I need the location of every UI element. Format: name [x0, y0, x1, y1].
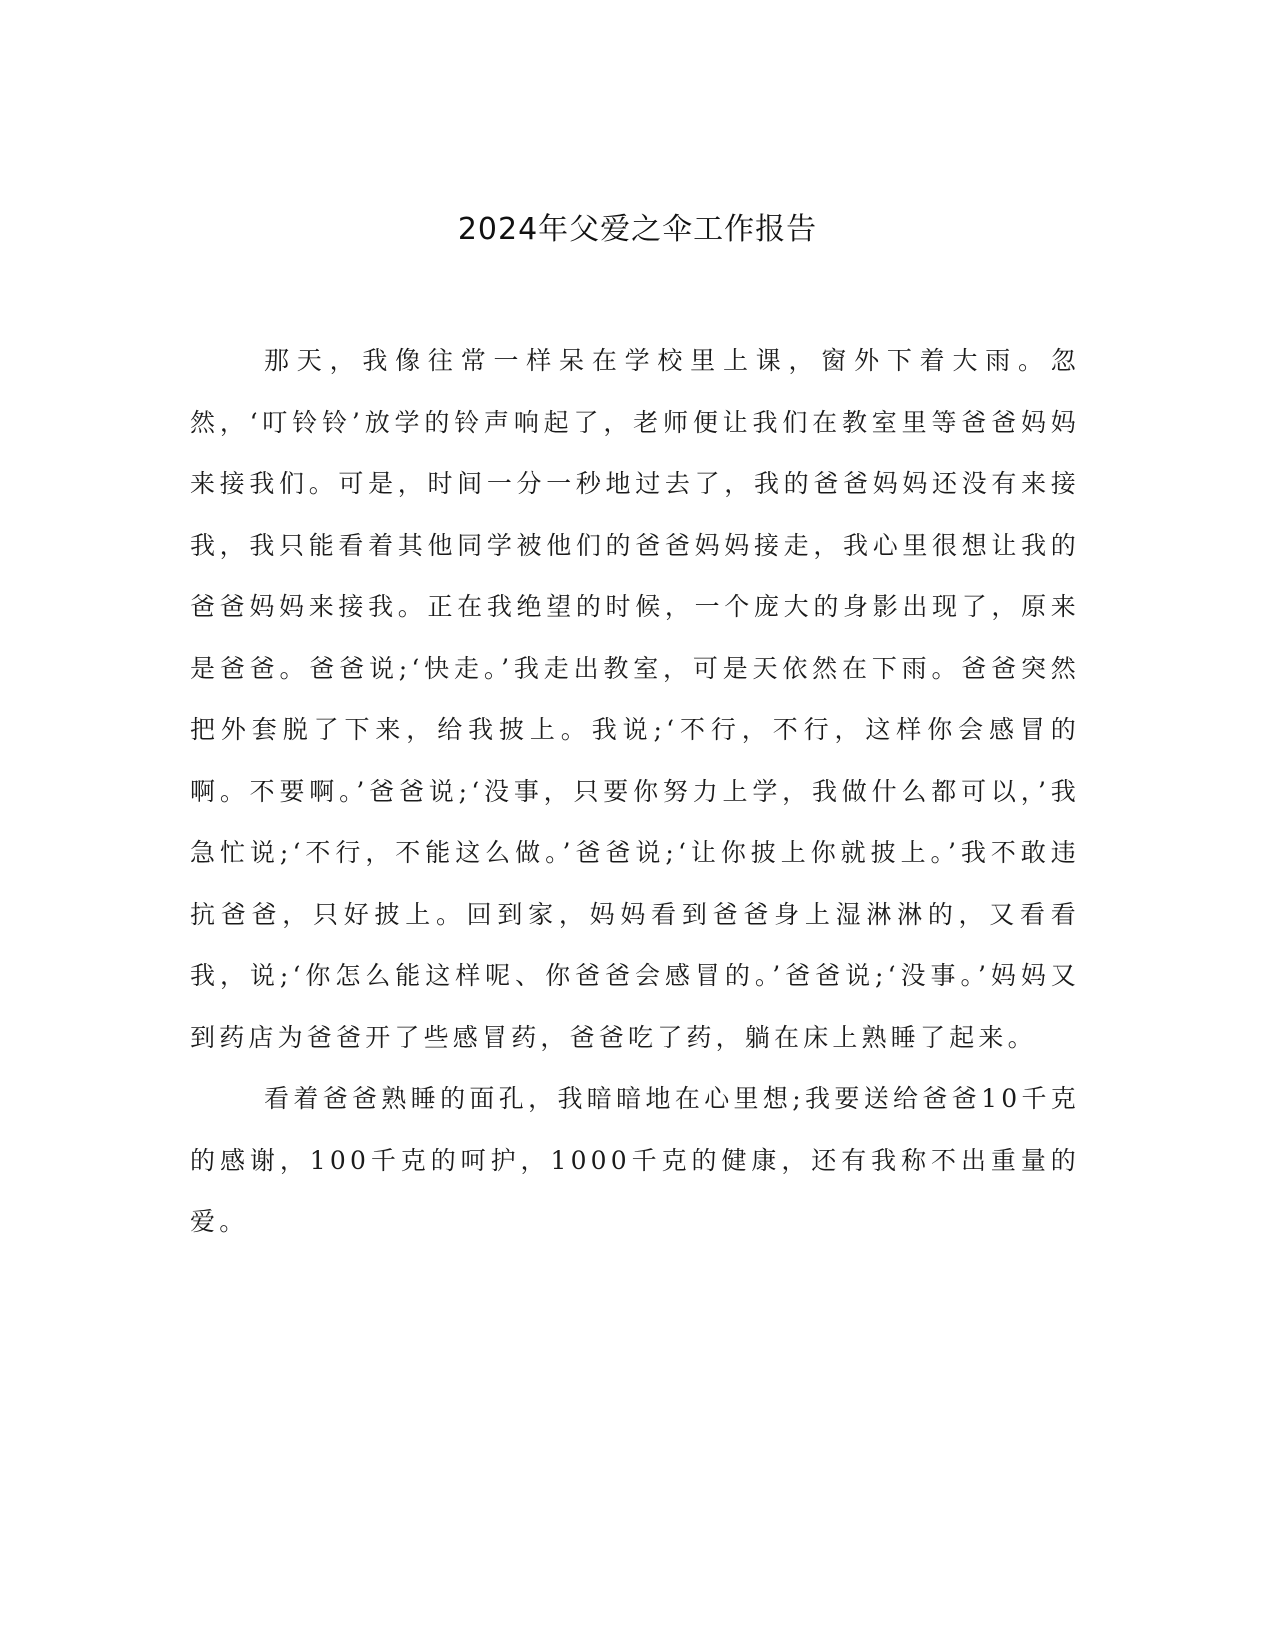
body-paragraph-2: 看着爸爸熟睡的面孔，我暗暗地在心里想;我要送给爸爸10千克的感谢，100千克的呵护，1000千克的健康，还有我称不出重量的爱。 — [190, 1084, 1080, 1236]
document-title: 2024年父爱之伞工作报告 — [457, 212, 818, 247]
document-body — [190, 330, 1080, 1253]
body-paragraph-1: 那天，我像往常一样呆在学校里上课，窗外下着大雨。忽然，‘叮铃铃’放学的铃声响起了，老师便让我们在教室里等爸爸妈妈来接我们。可是，时间一分一秒地过去了，我的爸爸妈妈还没有来接我，我只能看着其他同学被他们的爸爸妈妈接走，我心里很想让我的爸爸妈妈来接我。正在我绝望的时候，一个庞大的身影出现了，原来是爸爸。爸爸说;‘快走。’我走出教室，可是天依然在下雨。爸爸突然把外套脱了下来，给我披上。我说;‘不行，不行，这样你会感冒的啊。不要啊。’爸爸说;‘没事，只要你努力上学，我做什么都可以，’我急忙说;‘不行，不能这么做。’爸爸说;‘让你披上你就披上。’我不敢违抗爸爸，只好披上。回到家，妈妈看到爸爸身上湿淋淋的，又看看我，说;‘你怎么能这样呢、你爸爸会感冒的。’爸爸说;‘没事。’妈妈又到药店为爸爸开了些感冒药，爸爸吃了药，躺在床上熟睡了起来。 — [190, 346, 1080, 1052]
